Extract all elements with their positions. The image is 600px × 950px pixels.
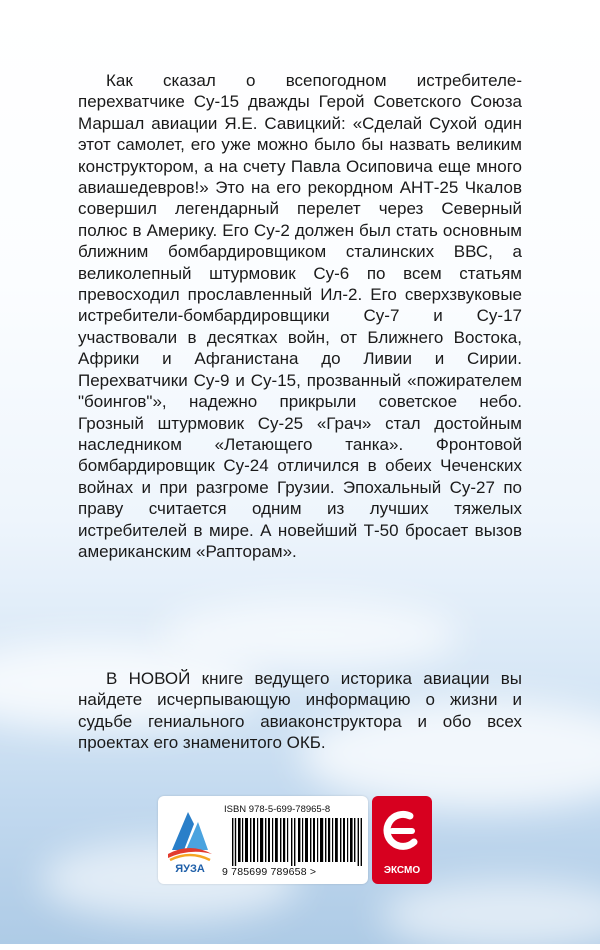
cloud-decoration <box>380 880 600 950</box>
yuza-logo-icon <box>164 804 216 876</box>
cloud-decoration <box>160 600 460 670</box>
eksmo-logo-icon <box>380 804 424 860</box>
isbn-label: ISBN 978-5-699-78965-8 <box>224 804 331 815</box>
promo-text-block <box>78 668 522 754</box>
description-paragraph: Как сказал о всепогодном истребителе-перехватчике Су-15 дважды Герой Советского Союза Маршал авиации Я.Е. Савицкий: «Сделай Сухой один этот самолет, его уже можно было бы назвать великим конструктором, а на счету Павла Осиповича еще много авиашедевров!» Это на его рекордном АНТ-25 Чкалов совершил легендарный перелет через Северный полюс в Америку. Его Су-2 должен был стать основным ближним бомбардировщиком сталинских ВВС, а великолепный штурмовик Су-6 по всем статьям превосходил прославленный Ил-2. Его сверхзвуковые истребители-бомбардировщики Су-7 и Су-17 участвовали в десятках войн, от Ближнего Востока, Африки и Афганистана до Ливии и Сирии. Перехватчики Су-9 и Су-15, прозванный «пожирателем "боингов"», надежно прикрыли советское небо. Грозный штурмовик Су-25 «Грач» стал достойным наследником «Летающего танка». Фронтовой бомбардировщик Су-24 отличился в обеих Чеченских войнах и при разгроме Грузии. Эпохальный Су-27 по праву считается одним из лучших тяжелых истребителей в мире. А новейший Т-50 бросает вызов американским «Рапторам». <box>78 71 522 561</box>
eksmo-logo <box>372 796 432 884</box>
barcode-panel <box>158 796 368 884</box>
description-text-block <box>78 70 522 562</box>
promo-paragraph: В НОВОЙ книге ведущего историка авиации вы найдете исчерпывающую информацию о жизни и судьбе гениального авиаконструктора и обо всех проектах его знаменитого ОКБ. <box>78 669 522 753</box>
yuza-logo-text: ЯУЗА <box>175 863 205 875</box>
eksmo-logo-text: ЭКСМО <box>383 865 421 876</box>
barcode-icon <box>232 818 362 866</box>
barcode-digits: 9 785699 789658 > <box>222 866 317 878</box>
